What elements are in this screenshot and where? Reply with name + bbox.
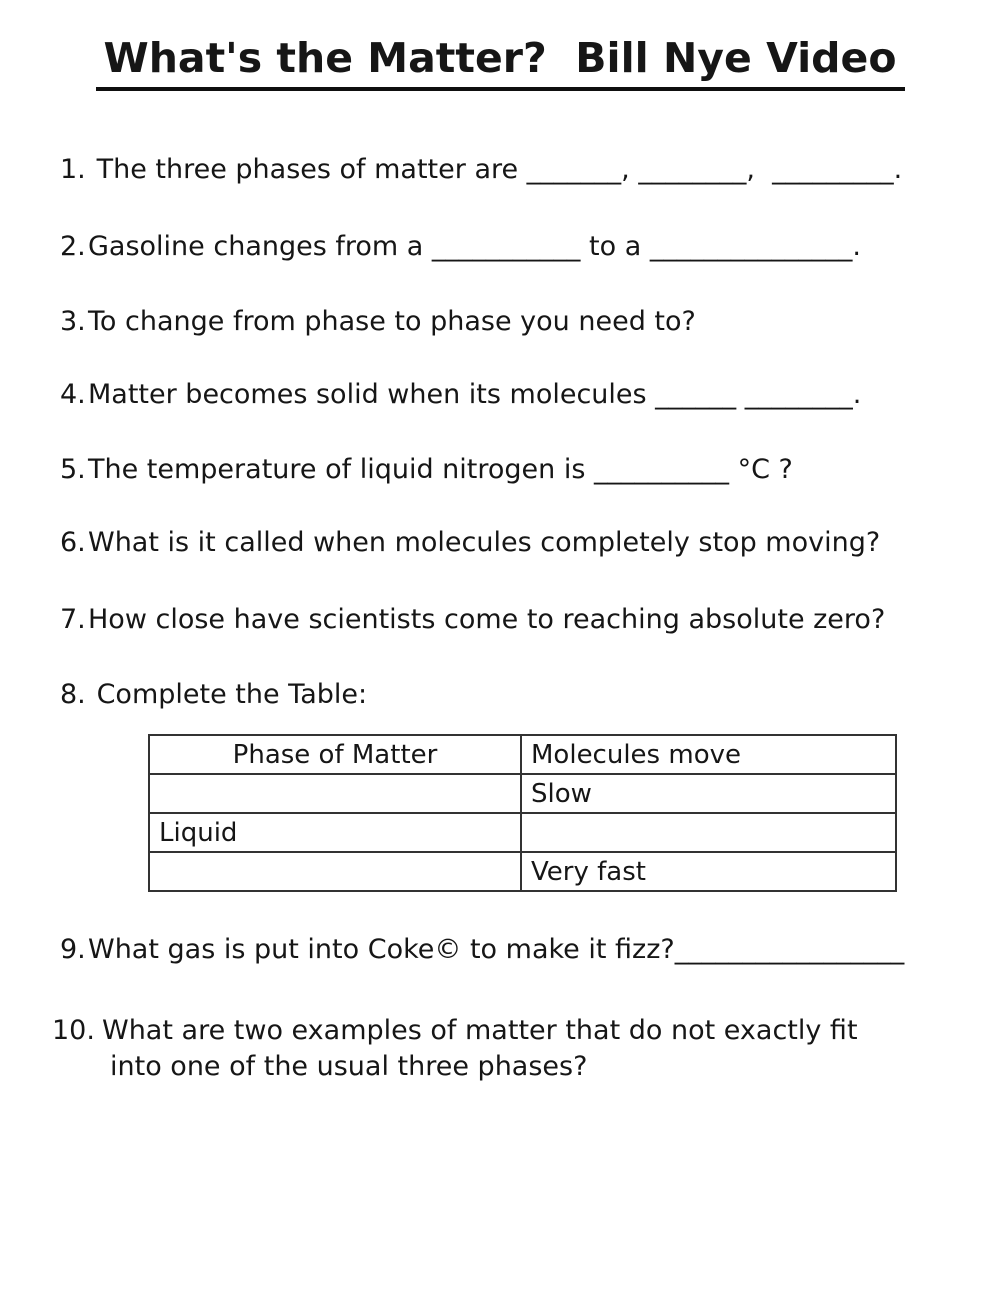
question-line-1 (52, 1013, 858, 1049)
question-6 (60, 526, 880, 560)
question-number: 9. (60, 934, 86, 965)
phases-table (148, 734, 897, 892)
question-2 (60, 230, 861, 264)
question-text: What gas is put into Coke© to make it fizz?_________________ (88, 934, 905, 965)
question-text-continued: into one of the usual three phases? (110, 1051, 588, 1082)
question-text: Matter becomes solid when its molecules ______ ________. (88, 379, 862, 410)
question-text: Gasoline changes from a ___________ to a _______________. (88, 231, 861, 262)
table-row (149, 774, 896, 813)
worksheet-title: What's the Matter? Bill Nye Video (96, 34, 905, 91)
question-9 (60, 933, 904, 967)
question-5 (60, 453, 793, 487)
question-number: 6. (60, 527, 86, 558)
question-number: 10. (52, 1015, 95, 1046)
question-text: What are two examples of matter that do not exactly fit (102, 1015, 858, 1046)
table-row (149, 813, 896, 852)
question-text: The three phases of matter are _______, ________, _________. (88, 154, 903, 185)
question-number: 8. (60, 679, 86, 710)
question-10 (52, 1013, 858, 1085)
table-cell-liquid: Liquid (149, 813, 521, 852)
question-7 (60, 603, 885, 637)
title-row (0, 34, 1000, 91)
question-1 (60, 153, 902, 187)
question-3 (60, 305, 696, 339)
question-text: How close have scientists come to reaching absolute zero? (88, 604, 886, 635)
question-number: 3. (60, 306, 86, 337)
question-text: To change from phase to phase you need to? (88, 306, 696, 337)
table-row (149, 852, 896, 891)
question-number: 4. (60, 379, 86, 410)
table-cell-phase-blank (149, 852, 521, 891)
question-number: 7. (60, 604, 86, 635)
question-8 (60, 678, 367, 712)
question-text: Complete the Table: (88, 679, 368, 710)
question-4 (60, 378, 861, 412)
question-text: What is it called when molecules completely stop moving? (88, 527, 881, 558)
question-number: 5. (60, 454, 86, 485)
table-cell-slow: Slow (521, 774, 896, 813)
question-number: 2. (60, 231, 86, 262)
question-number: 1. (60, 154, 86, 185)
table-header-molecules-move: Molecules move (521, 735, 896, 774)
question-text: The temperature of liquid nitrogen is __________ °C ? (88, 454, 793, 485)
table-cell-move-blank (521, 813, 896, 852)
table-cell-phase-blank (149, 774, 521, 813)
table-header-row (149, 735, 896, 774)
table-cell-very-fast: Very fast (521, 852, 896, 891)
table-header-phase-of-matter: Phase of Matter (149, 735, 521, 774)
